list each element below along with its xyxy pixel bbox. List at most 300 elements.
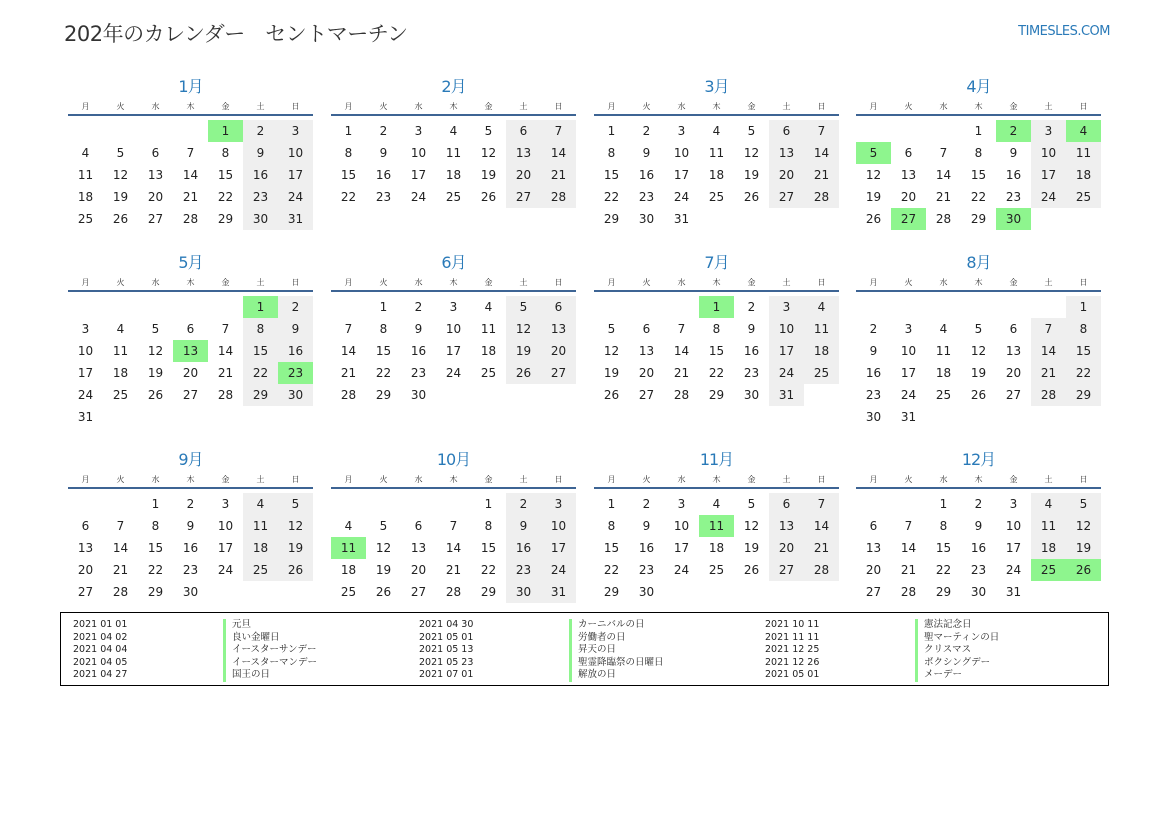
day-cell: 28 [1031,384,1066,406]
day-cell: 16 [243,164,278,186]
day-cell: 25 [112,388,129,402]
day-cell: 19 [743,541,760,555]
weekday-label: 火 [116,102,125,111]
day-cell: 6 [904,146,913,160]
day-cell: 6 [186,322,195,336]
holiday-date: 2021 04 27 [73,669,128,680]
weekday-label: 月 [869,102,878,111]
day-cell: 5 [379,519,388,533]
day-cell: 11 [1066,142,1101,164]
day-cell: 18 [708,541,725,555]
day-cell: 4 [344,519,353,533]
day-cell: 12 [278,515,313,537]
day-cell: 25 [445,190,462,204]
day-cell: 29 [603,585,620,599]
day-cell: 17 [1005,541,1022,555]
holiday-date: 2021 04 30 [419,619,474,630]
day-cell: 14 [900,541,917,555]
weekday-label: 土 [519,102,528,111]
day-cell: 18 [112,366,129,380]
holiday-date: 2021 10 11 [765,619,820,630]
weekday-label: 木 [186,278,195,287]
weekday-label: 日 [554,278,563,287]
day-cell: 31 [541,581,576,603]
day-cell: 26 [865,212,882,226]
day-cell: 15 [243,340,278,362]
weekday-label: 月 [81,102,90,111]
day-cell: 25 [708,563,725,577]
day-cell: 24 [1005,563,1022,577]
holiday-column-1 [73,619,393,681]
day-cell: 21 [541,164,576,186]
day-cell: 25 [804,362,839,384]
day-cell: 24 [769,362,804,384]
day-cell: 12 [147,344,164,358]
day-cell: 24 [541,559,576,581]
day-cell: 4 [449,124,458,138]
day-cell: 19 [506,340,541,362]
holiday-name: 憲法記念日 [915,619,972,632]
day-cell: 6 [506,120,541,142]
header-rule [68,290,313,292]
day-cell: 29 [217,212,234,226]
weekday-label: 土 [256,475,265,484]
day-cell: 30 [410,388,427,402]
day-cell: 16 [375,168,392,182]
holiday-day-cell: 4 [1066,120,1101,142]
day-cell: 24 [77,388,94,402]
day-cell: 3 [904,322,913,336]
day-cell: 8 [1066,318,1101,340]
weekday-label: 日 [291,102,300,111]
day-cell: 2 [869,322,878,336]
day-cell: 4 [712,497,721,511]
weekday-label: 火 [904,475,913,484]
day-cell: 1 [344,124,353,138]
header-rule [331,114,576,116]
header-rule [331,487,576,489]
day-cell: 14 [804,515,839,537]
weekday-label: 土 [1044,278,1053,287]
day-cell: 20 [506,164,541,186]
day-cell: 17 [445,344,462,358]
day-cell: 28 [673,388,690,402]
day-cell: 9 [414,322,423,336]
day-cell: 7 [804,120,839,142]
day-cell: 15 [217,168,234,182]
day-cell: 7 [221,322,230,336]
day-cell: 15 [375,344,392,358]
day-cell: 28 [804,186,839,208]
day-cell: 20 [147,190,164,204]
day-cell: 3 [221,497,230,511]
weekday-label: 月 [81,475,90,484]
day-cell: 27 [147,212,164,226]
day-cell: 20 [410,563,427,577]
header-rule [856,114,1101,116]
day-cell: 31 [1005,585,1022,599]
day-cell: 26 [375,585,392,599]
day-cell: 10 [673,146,690,160]
day-cell: 15 [480,541,497,555]
holiday-name: 聖霊降臨祭の日曜日 [569,657,664,670]
holiday-name: カーニバルの日 [569,619,645,632]
day-cell: 19 [865,190,882,204]
holiday-day-cell: 5 [856,142,891,164]
day-cell: 29 [603,212,620,226]
day-cell: 22 [970,190,987,204]
day-cell: 17 [77,366,94,380]
holiday-day-cell: 23 [278,362,313,384]
day-cell: 27 [769,559,804,581]
day-cell: 10 [541,515,576,537]
day-cell: 14 [673,344,690,358]
day-cell: 27 [1005,388,1022,402]
holiday-day-cell: 25 [1031,559,1066,581]
weekday-label: 水 [151,278,160,287]
holiday-day-cell: 11 [331,537,366,559]
day-cell: 23 [243,186,278,208]
header-rule [594,487,839,489]
holiday-day-cell: 13 [173,340,208,362]
day-cell: 13 [769,515,804,537]
day-cell: 10 [278,142,313,164]
header-rule [594,290,839,292]
day-cell: 7 [344,322,353,336]
weekday-label: 火 [116,475,125,484]
day-cell: 30 [506,581,541,603]
holiday-name: メーデー [915,669,962,682]
header-rule [856,487,1101,489]
day-cell: 3 [278,120,313,142]
month-name: 2月 [441,77,466,96]
day-cell: 22 [603,190,620,204]
day-cell: 7 [186,146,195,160]
day-cell: 21 [900,563,917,577]
day-cell: 1 [974,124,983,138]
day-cell: 13 [410,541,427,555]
weekday-label: 火 [642,102,651,111]
holiday-day-cell: 27 [891,208,926,230]
holiday-date: 2021 12 26 [765,656,820,668]
day-cell: 25 [340,585,357,599]
weekday-label: 土 [1044,475,1053,484]
day-cell: 8 [344,146,353,160]
day-cell: 16 [410,344,427,358]
day-cell: 30 [865,410,882,424]
day-cell: 9 [642,146,651,160]
weekday-label: 金 [747,278,756,287]
day-cell: 23 [865,388,882,402]
day-cell: 5 [151,322,160,336]
day-cell: 24 [900,388,917,402]
day-cell: 26 [112,212,129,226]
day-cell: 15 [1066,340,1101,362]
day-cell: 5 [1066,493,1101,515]
month-name: 6月 [441,253,466,272]
day-cell: 12 [743,519,760,533]
day-cell: 13 [541,318,576,340]
day-cell: 8 [712,322,721,336]
day-cell: 19 [278,537,313,559]
month-name: 12月 [961,450,996,469]
day-cell: 19 [112,190,129,204]
day-cell: 2 [186,497,195,511]
holiday-name: 昇天の日 [569,644,616,657]
day-cell: 23 [506,559,541,581]
day-cell: 21 [804,537,839,559]
day-cell: 21 [340,366,357,380]
day-cell: 2 [642,497,651,511]
day-cell: 11 [77,168,94,182]
day-cell: 23 [638,563,655,577]
day-cell: 13 [900,168,917,182]
day-cell: 11 [708,146,725,160]
weekday-label: 金 [747,102,756,111]
day-cell: 4 [81,146,90,160]
day-cell: 8 [151,519,160,533]
weekday-label: 土 [782,102,791,111]
day-cell: 10 [217,519,234,533]
day-cell: 21 [935,190,952,204]
day-cell: 8 [484,519,493,533]
weekday-label: 木 [974,475,983,484]
holiday-name: 解放の日 [569,669,616,682]
holiday-name: イースターマンデー [223,657,317,670]
day-cell: 6 [81,519,90,533]
day-cell: 14 [1031,340,1066,362]
day-cell: 16 [1005,168,1022,182]
weekday-label: 月 [344,102,353,111]
day-cell: 8 [974,146,983,160]
day-cell: 3 [449,300,458,314]
day-cell: 22 [480,563,497,577]
day-cell: 3 [769,296,804,318]
weekday-label: 金 [221,475,230,484]
day-cell: 20 [638,366,655,380]
day-cell: 13 [769,142,804,164]
day-cell: 19 [480,168,497,182]
holiday-date: 2021 12 25 [765,644,820,655]
day-cell: 6 [769,493,804,515]
day-cell: 8 [379,322,388,336]
month-name: 11月 [699,450,734,469]
day-cell: 3 [1009,497,1018,511]
day-cell: 3 [81,322,90,336]
day-cell: 12 [1066,515,1101,537]
weekday-label: 土 [782,475,791,484]
day-cell: 26 [970,388,987,402]
weekday-label: 日 [817,475,826,484]
day-cell: 17 [278,164,313,186]
day-cell: 23 [638,190,655,204]
weekday-label: 金 [747,475,756,484]
day-cell: 31 [900,410,917,424]
day-cell: 18 [445,168,462,182]
day-cell: 11 [243,515,278,537]
header-rule [594,114,839,116]
day-cell: 12 [506,318,541,340]
day-cell: 13 [506,142,541,164]
day-cell: 8 [939,519,948,533]
weekday-label: 木 [712,475,721,484]
weekday-label: 木 [974,278,983,287]
weekday-label: 月 [869,278,878,287]
day-cell: 17 [410,168,427,182]
weekday-label: 金 [484,278,493,287]
day-cell: 20 [865,563,882,577]
weekday-label: 金 [1009,475,1018,484]
day-cell: 17 [673,541,690,555]
day-cell: 9 [974,519,983,533]
holiday-day-cell: 1 [243,296,278,318]
day-cell: 15 [970,168,987,182]
day-cell: 22 [935,563,952,577]
day-cell: 9 [379,146,388,160]
day-cell: 20 [769,164,804,186]
day-cell: 21 [217,366,234,380]
day-cell: 10 [410,146,427,160]
day-cell: 14 [804,142,839,164]
day-cell: 14 [935,168,952,182]
header-rule [68,487,313,489]
day-cell: 29 [1066,384,1101,406]
weekday-label: 水 [677,475,686,484]
holiday-day-cell: 2 [996,120,1031,142]
day-cell: 2 [506,493,541,515]
day-cell: 31 [278,208,313,230]
day-cell: 20 [769,537,804,559]
day-cell: 13 [147,168,164,182]
day-cell: 18 [935,366,952,380]
day-cell: 9 [186,519,195,533]
month-name: 3月 [704,77,729,96]
weekday-label: 土 [782,278,791,287]
day-cell: 22 [340,190,357,204]
weekday-label: 金 [484,102,493,111]
day-cell: 22 [243,362,278,384]
day-cell: 30 [638,212,655,226]
holiday-name: 良い金曜日 [223,632,280,645]
day-cell: 18 [77,190,94,204]
day-cell: 28 [182,212,199,226]
weekday-label: 火 [116,278,125,287]
day-cell: 4 [712,124,721,138]
day-cell: 25 [77,212,94,226]
day-cell: 10 [1031,142,1066,164]
weekday-label: 水 [939,475,948,484]
weekday-label: 木 [974,102,983,111]
weekday-label: 火 [904,102,913,111]
day-cell: 17 [673,168,690,182]
day-cell: 6 [414,519,423,533]
day-cell: 26 [603,388,620,402]
day-cell: 23 [970,563,987,577]
day-cell: 27 [541,362,576,384]
holiday-name: イースターサンデー [223,644,317,657]
day-cell: 1 [151,497,160,511]
day-cell: 20 [541,340,576,362]
day-cell: 29 [375,388,392,402]
holiday-name: クリスマス [915,644,971,657]
weekday-label: 月 [344,278,353,287]
holiday-name: 聖マーティンの日 [915,632,999,645]
day-cell: 22 [603,563,620,577]
day-cell: 2 [278,296,313,318]
holiday-date: 2021 05 01 [419,631,474,643]
day-cell: 16 [638,541,655,555]
day-cell: 17 [217,541,234,555]
day-cell: 27 [769,186,804,208]
day-cell: 28 [804,559,839,581]
holiday-date: 2021 04 04 [73,644,128,655]
day-cell: 12 [865,168,882,182]
day-cell: 15 [603,541,620,555]
day-cell: 8 [607,519,616,533]
holiday-list [60,612,1109,686]
day-cell: 18 [1031,537,1066,559]
weekday-label: 日 [291,278,300,287]
day-cell: 29 [147,585,164,599]
weekday-label: 水 [939,102,948,111]
day-cell: 24 [278,186,313,208]
day-cell: 3 [541,493,576,515]
weekday-label: 土 [1044,102,1053,111]
day-cell: 2 [747,300,756,314]
day-cell: 15 [340,168,357,182]
day-cell: 27 [77,585,94,599]
day-cell: 26 [147,388,164,402]
day-cell: 18 [243,537,278,559]
day-cell: 27 [506,186,541,208]
day-cell: 14 [340,344,357,358]
holiday-date: 2021 11 11 [765,631,820,643]
weekday-label: 土 [519,278,528,287]
day-cell: 9 [869,344,878,358]
holiday-date: 2021 07 01 [419,669,474,680]
day-cell: 7 [904,519,913,533]
day-cell: 1 [939,497,948,511]
day-cell: 4 [939,322,948,336]
day-cell: 24 [410,190,427,204]
day-cell: 14 [445,541,462,555]
day-cell: 14 [182,168,199,182]
day-cell: 6 [151,146,160,160]
weekday-label: 金 [221,278,230,287]
day-cell: 26 [278,559,313,581]
day-cell: 28 [217,388,234,402]
month-name: 8月 [966,253,991,272]
day-cell: 17 [900,366,917,380]
day-cell: 30 [278,384,313,406]
day-cell: 13 [638,344,655,358]
weekday-label: 木 [712,102,721,111]
weekday-label: 月 [607,278,616,287]
brand-link[interactable]: TIMESLES.COM [1018,24,1110,39]
day-cell: 10 [673,519,690,533]
day-cell: 27 [410,585,427,599]
day-cell: 14 [217,344,234,358]
weekday-label: 水 [151,475,160,484]
weekday-label: 木 [186,475,195,484]
day-cell: 14 [541,142,576,164]
weekday-label: 火 [379,475,388,484]
weekday-label: 火 [642,278,651,287]
day-cell: 28 [445,585,462,599]
page-title: 202年のカレンダー セントマーチン [64,22,408,46]
holiday-date: 2021 05 01 [765,669,820,680]
weekday-label: 日 [554,102,563,111]
